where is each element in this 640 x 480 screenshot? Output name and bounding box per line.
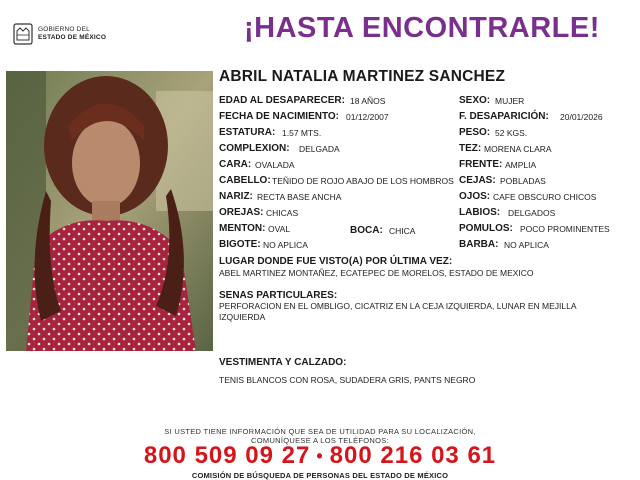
chin-value: OVAL <box>268 224 291 234</box>
face-value: OVALADA <box>255 160 295 170</box>
eyebrows-label: CEJAS: <box>459 175 496 186</box>
disappearance-date-value: 20/01/2026 <box>560 112 603 122</box>
beard-label: BARBA: <box>459 239 499 250</box>
forehead-label: FRENTE: <box>459 159 503 170</box>
missing-person-photo <box>6 71 213 351</box>
nose-label: NARIZ: <box>219 191 253 202</box>
weight-label: PESO: <box>459 127 491 138</box>
cheekbones-value: POCO PROMINENTES <box>520 224 610 234</box>
mouth-label: BOCA: <box>350 225 383 236</box>
lips-value: DELGADOS <box>508 208 556 218</box>
ears-label: OREJAS: <box>219 207 264 218</box>
eyes-label: OJOS: <box>459 191 491 202</box>
age-value: 18 AÑOS <box>350 96 386 106</box>
commission-name: COMISIÓN DE BÚSQUEDA DE PERSONAS DEL ESTADO DE MÉXICO <box>191 471 449 480</box>
info-line-1: SI USTED TIENE INFORMACIÓN QUE SEA DE UTILIDAD PARA SU LOCALIZACIÓN, <box>164 427 476 436</box>
height-label: ESTATURA: <box>219 127 276 138</box>
chin-label: MENTON: <box>219 223 266 234</box>
clothing-value: TENIS BLANCOS CON ROSA, SUDADERA GRIS, PANTS NEGRO <box>219 375 476 385</box>
forehead-value: AMPLIA <box>505 160 537 170</box>
last-seen-label: LUGAR DONDE FUE VISTO(A) POR ÚLTIMA VEZ: <box>219 256 453 267</box>
sex-value: MUJER <box>495 96 525 106</box>
mouth-value: CHICA <box>389 226 416 236</box>
birthdate-value: 01/12/2007 <box>346 112 389 122</box>
face-label: CARA: <box>219 159 252 170</box>
government-logo <box>12 20 122 48</box>
distinguishing-marks-value: PERFORACION EN EL OMBLIGO, CICATRIZ EN LA CEJA IZQUIERDA, LUNAR EN MEJILLA IZQUIERDA <box>219 301 577 322</box>
nose-value: RECTA BASE ANCHA <box>257 192 342 202</box>
last-seen-value: ABEL MARTINEZ MONTAÑEZ, ECATEPEC DE MORELOS, ESTADO DE MEXICO <box>219 268 534 278</box>
mustache-value: NO APLICA <box>263 240 308 250</box>
phone-number-2[interactable]: 800 216 03 61 <box>329 442 497 469</box>
eyes-value: CAFE OBSCURO CHICOS <box>493 192 597 202</box>
logo-line-1: GOBIERNO DEL <box>38 26 90 33</box>
clothing-label: VESTIMENTA Y CALZADO: <box>219 357 347 368</box>
weight-value: 52 KGS. <box>495 128 528 138</box>
sex-label: SEXO: <box>459 95 491 106</box>
complexion-value: MORENA CLARA <box>484 144 552 154</box>
phone-numbers <box>0 442 640 470</box>
distinguishing-marks-label: SENAS PARTICULARES: <box>219 290 338 301</box>
logo-line-2: ESTADO DE MÉXICO <box>38 34 107 41</box>
hair-value: TEÑIDO DE ROJO ABAJO DE LOS HOMBROS <box>272 176 454 186</box>
disappearance-date-label: F. DESAPARICIÓN: <box>459 111 549 122</box>
cheekbones-label: POMULOS: <box>459 223 513 234</box>
age-label: EDAD AL DESAPARECER: <box>219 95 345 106</box>
lips-label: LABIOS: <box>459 207 501 218</box>
build-label: COMPLEXION: <box>219 143 290 154</box>
info-line-2: COMUNÍQUESE A LOS TELÉFONOS: <box>251 436 389 445</box>
person-name: ABRIL NATALIA MARTINEZ SANCHEZ <box>219 68 506 85</box>
mustache-label: BIGOTE: <box>219 239 261 250</box>
phone-separator: • <box>316 446 324 467</box>
complexion-label: TEZ: <box>459 143 482 154</box>
birthdate-label: FECHA DE NACIMIENTO: <box>219 111 339 122</box>
beard-value: NO APLICA <box>504 240 549 250</box>
state-emblem-icon <box>12 22 34 46</box>
banner-title: ¡HASTA ENCONTRARLE! <box>244 12 600 44</box>
height-value: 1.57 MTS. <box>282 128 322 138</box>
portrait-image <box>6 71 213 351</box>
ears-value: CHICAS <box>266 208 299 218</box>
build-value: DELGADA <box>299 144 340 154</box>
phone-number-1[interactable]: 800 509 09 27 <box>143 442 311 469</box>
hair-label: CABELLO: <box>219 175 271 186</box>
eyebrows-value: POBLADAS <box>500 176 546 186</box>
